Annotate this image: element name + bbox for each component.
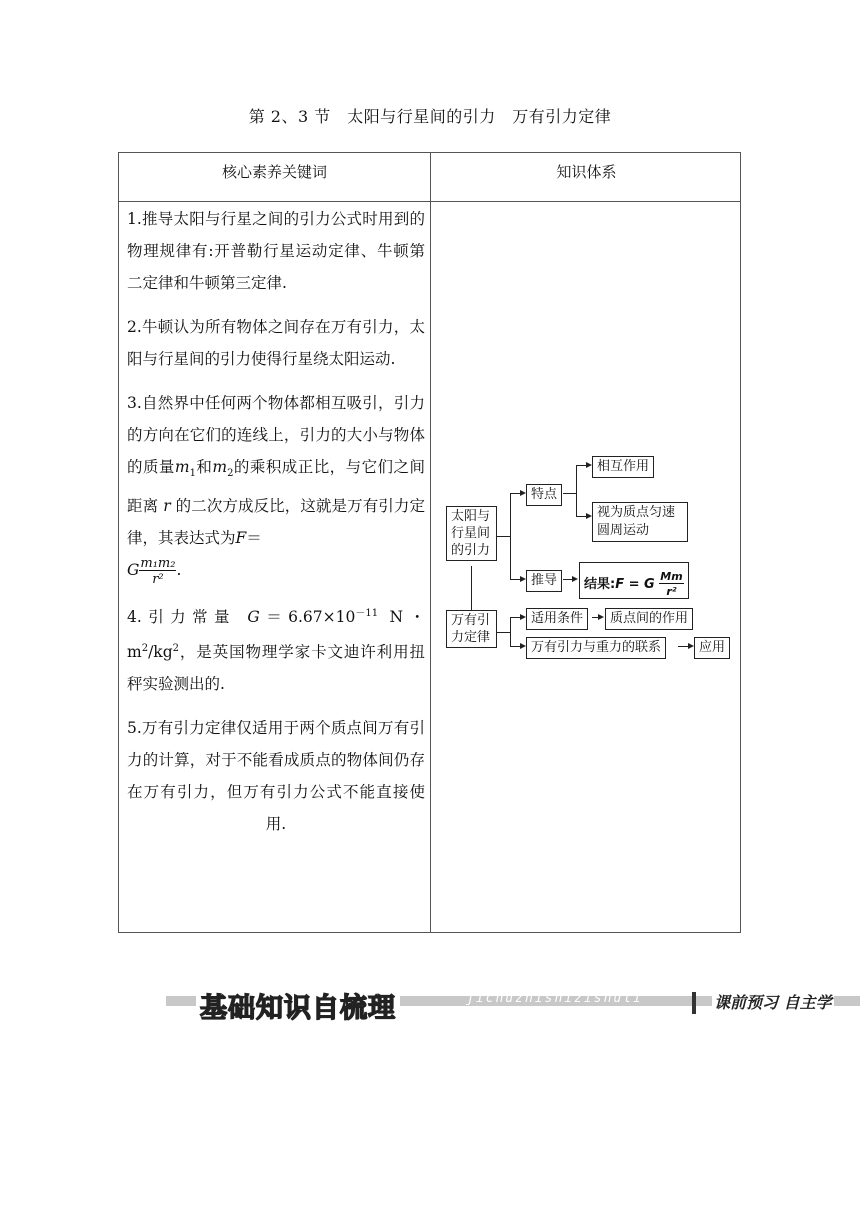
- section-banner: [166, 986, 860, 1024]
- arrow-to-result: [572, 576, 578, 582]
- keyword-item-5: 5.万有引力定律仅适用于两个质点间万有引力的计算，对于不能看成质点的物体间仍存在万有引力，但万有引力公式不能直接使用.: [127, 719, 425, 834]
- node-point-mass-circular-motion: 视为质点匀速圆周运动: [592, 502, 688, 542]
- keyword-item-4: 4.引力常量 $G=6.67\times 10^{-11}$ N・$m^2/kg^2$，是英国物理学家卡文迪许利用扭秤实验测出的.: [127, 608, 425, 694]
- banner-subtitle: 课前预习 自主学: [712, 990, 834, 1013]
- connector-law-vertical: [510, 617, 511, 647]
- node-universal-gravitation-law: 万有引力定律: [446, 610, 497, 648]
- header-knowledge-system: 知识体系: [556, 163, 617, 181]
- node-applicable-condition: 适用条件: [526, 608, 588, 630]
- connector-to-point-mass: [576, 516, 586, 517]
- node-derive: 推导: [526, 570, 562, 592]
- connector-to-mutual: [576, 465, 586, 466]
- keyword-item-2: 2.牛顿认为所有物体之间存在万有引力，太阳与行星间的引力使得行星绕太阳运动.: [127, 318, 425, 368]
- keyword-item-3: 3.自然界中任何两个物体都相互吸引，引力的方向在它们的连线上，引力的大小与物体的质量$m_1$和$m_2$的乘积成正比，与它们之间距离 r 的二次方成反比，这就是万有引力定律，其表达式为F＝ G $\frac{\text{m₁m₂}}{\text{r²}}$ .: [127, 394, 425, 587]
- connector-relation-application: [678, 646, 688, 647]
- connector-root: [497, 536, 510, 537]
- node-application: 应用: [694, 637, 730, 659]
- page-title: 第 2、3 节 太阳与行星间的引力 万有引力定律: [248, 107, 612, 126]
- connector-root-law: [471, 566, 472, 611]
- node-sun-planet-gravity: 太阳与行星间的引力: [446, 506, 497, 561]
- node-result: 结果:F = G $\frac{Mm}{\text{r²}}$: [579, 562, 689, 599]
- connector-root-vertical: [510, 493, 511, 579]
- header-core-keywords: 核心素养关键词: [221, 163, 327, 181]
- connector-feature: [563, 493, 576, 494]
- node-gravity-weight-relation: 万有引力与重力的联系: [526, 637, 666, 659]
- result-fraction: $\frac{Mm}{\text{r²}}$: [660, 570, 683, 598]
- banner-title: 基础知识自梳理: [196, 986, 400, 1025]
- node-feature: 特点: [526, 484, 562, 506]
- formula-G: G: [127, 561, 140, 580]
- gravity-formula-fraction: $\frac{\text{m₁m₂}}{\text{r²}}$: [140, 555, 176, 587]
- node-mutual-interaction: 相互作用: [592, 456, 654, 478]
- banner-separator: [692, 992, 696, 1014]
- node-between-point-masses: 质点间的作用: [605, 608, 693, 630]
- connector-law: [497, 632, 510, 633]
- connector-feature-vertical: [576, 465, 577, 517]
- keyword-item-1: 1.推导太阳与行星之间的引力公式时用到的物理规律有:开普勒行星运动定律、牛顿第二定律和牛顿第三定律.: [127, 210, 425, 292]
- banner-pinyin: jichuzhishizishuli: [466, 991, 643, 1006]
- arrow-to-points: [598, 614, 604, 620]
